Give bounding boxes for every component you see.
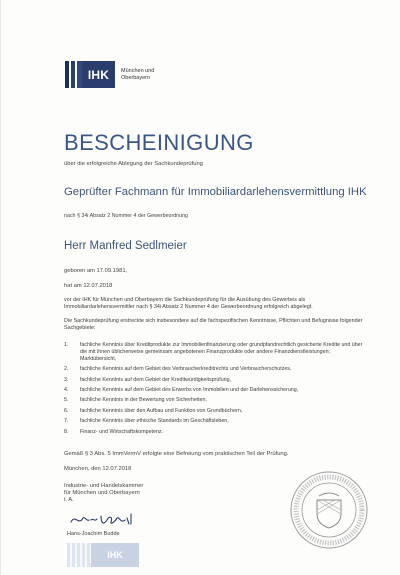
logo-mark-text: IHK [82, 61, 115, 88]
list-item: 1. fachliche Kenntnis über Kreditprodukte zur Immobilienfinanzierung oder grundpfandrechtlich gesicherte Kredite und über die mit ihnen üblicherweise gemeinsam angebotenen Finanzprodukte oder andere Finanzdienstleistungen; Marktübersicht, [64, 342, 363, 362]
logo-caption-line1: München und [121, 67, 155, 74]
exemption-note: Gemäß § 3 Abs. 5 ImmVermV erfolgte eine Befreiung vom praktischen Teil der Prüfung. [64, 451, 289, 457]
list-item: 6. fachliche Kenntnis über den Aufbau und Funktion von Grundbüchern, [64, 407, 243, 414]
issuer-line-1: Industrie- und Handelskammer [64, 483, 144, 489]
issuer-line-2: für München und Oberbayern [64, 490, 140, 496]
footer-ihk-logo [67, 543, 139, 567]
logo-caption [121, 68, 154, 82]
handwritten-signature [67, 508, 147, 532]
document-subtitle: über die erfolgreiche Ablegung der Sachkundeprüfung [64, 161, 203, 167]
footer-logo-text: IHK [91, 543, 139, 567]
list-item: 2. fachliche Kenntnis auf dem Gebiet des Verbraucherkreditrechts und Verbraucherschutzes, [64, 366, 292, 373]
issuer-line-3: i. A. [64, 497, 74, 503]
qualification-title: Geprüfter Fachmann für Immobiliardarlehensvermittlung IHK [64, 186, 367, 198]
place-date: München, den 12.07.2018 [64, 466, 132, 472]
logo-mark [65, 61, 115, 88]
body-paragraph: vor der IHK für München und Oberbayern die Sachkundeprüfung für die Ausübung des Gewerbes als Immobiliardarlehensvermittler nach § 34i Absatz 2 Nummer 4 der Gewerbeordnung erfolgreich abgelegt. [64, 297, 313, 310]
ihk-logo [65, 61, 154, 88]
exam-date: hat am 12.07.2018 [64, 283, 113, 289]
scope-paragraph: Die Sachkundeprüfung erstreckte sich insbesondere auf die fachspezifischen Kenntnisse, Pflichten und Befugnisse folgender Sachgebiete: [64, 318, 363, 331]
logo-caption-line2: Oberbayern [121, 74, 151, 81]
recipient-name: Herr Manfred Sedlmeier [64, 240, 187, 252]
list-item: 7. fachliche Kenntnis über ethische Standards im Geschäftsleben, [64, 418, 229, 425]
list-item: 5. fachliche Kenntnis in der Bewertung von Sicherheiten, [64, 397, 207, 404]
list-item: 3. fachliche Kenntnis auf dem Gebiet der Kreditwürdigkeitsprüfung, [64, 376, 232, 383]
legal-basis: nach § 34i Absatz 2 Nummer 4 der Gewerbeordnung [64, 213, 188, 219]
official-seal [289, 470, 369, 550]
list-item: 8. Finanz- und Wirtschaftskompetenz. [64, 428, 164, 435]
signatory-name: Hans-Joachim Budde [67, 531, 120, 537]
document-title: BESCHEINIGUNG [64, 130, 254, 155]
list-item: 4. fachliche Kenntnis auf dem Gebiet des Erwerbs von Immobilien und der Darlehenssicherung, [64, 387, 299, 394]
subject-list [64, 342, 364, 436]
birth-date: geboren am 17.09.1981, [64, 268, 128, 274]
